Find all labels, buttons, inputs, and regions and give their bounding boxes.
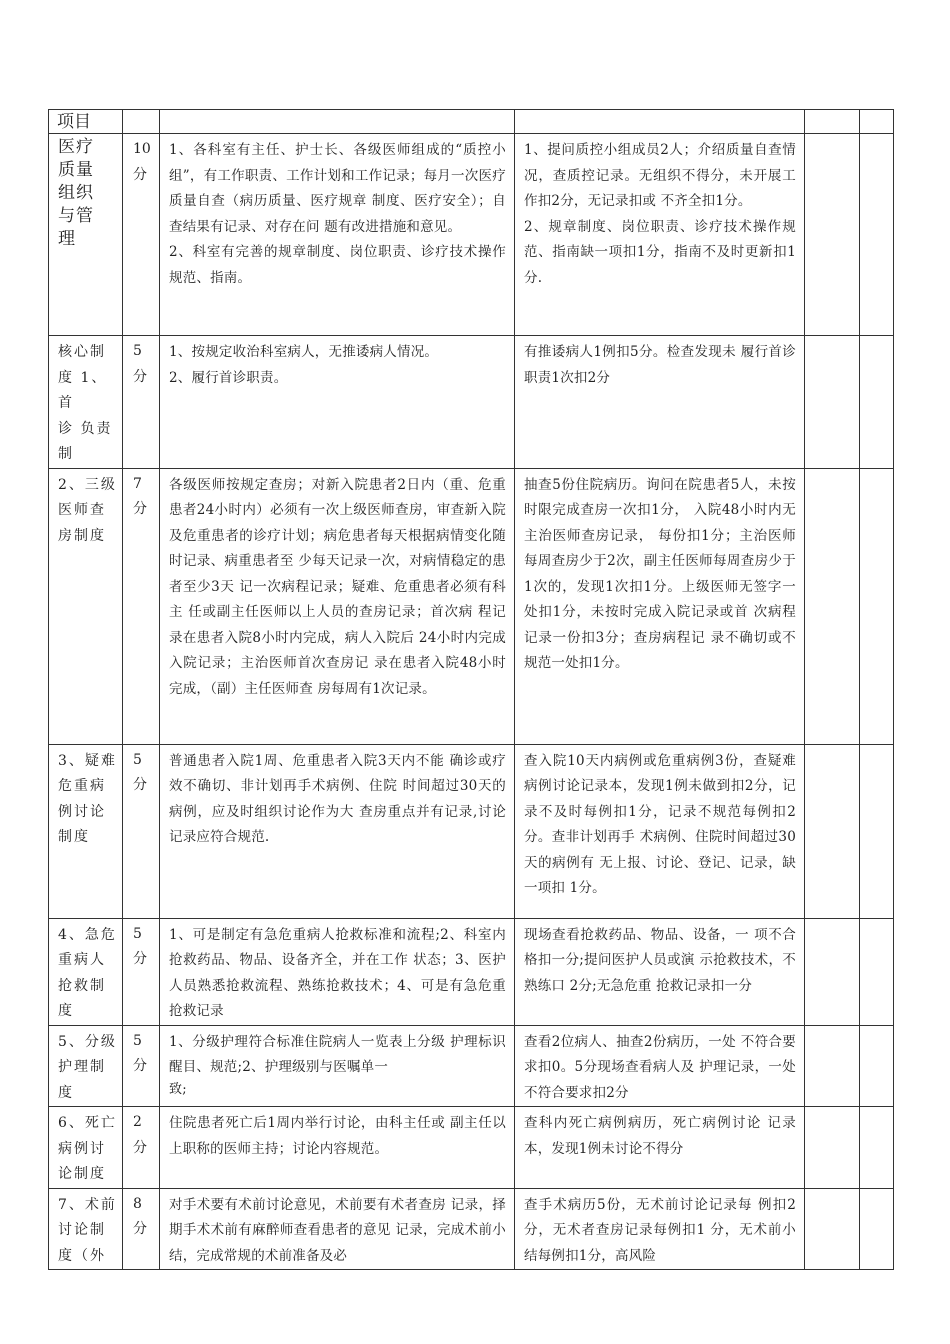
table-row [49, 1107, 894, 1189]
requirement-text: 1、分级护理符合标准住院病人一览表上分级 护理标识醒目、规范;2、护理级别与医嘱单一 [169, 1033, 506, 1075]
empty-cell [805, 468, 860, 744]
empty-cell [860, 336, 894, 469]
table-row [49, 336, 894, 469]
table-row [49, 134, 894, 336]
item-cell: 6、死亡 病例讨 论制度 [49, 1107, 123, 1189]
check-text: 1、提问质控小组成员2人；介绍质量自查情况，查质控记录。无组织不得分，未开展工作扣2分，无记录扣或 不齐全扣1分。 [524, 142, 796, 209]
empty-cell [805, 918, 860, 1025]
score-cell: 5 分 [123, 744, 160, 918]
requirement-cell [160, 336, 515, 469]
item-cell: 3、疑难 危重病 例讨论 制度 [49, 744, 123, 918]
score-cell: 10 分 [123, 134, 160, 336]
requirement-text: 1、按规定收治科室病人，无推诿病人情况。 [169, 344, 439, 360]
table-header-row [49, 110, 894, 134]
empty-cell [860, 744, 894, 918]
score-cell: 5 分 [123, 336, 160, 469]
table-row [49, 918, 894, 1025]
table-row [49, 1188, 894, 1270]
project-header: 项目 [49, 110, 123, 134]
score-cell: 5 分 [123, 918, 160, 1025]
empty-cell [805, 336, 860, 469]
quality-table [48, 109, 894, 1270]
score-cell: 2 分 [123, 1107, 160, 1189]
check-cell: 现场查看抢救药品、物品、设备，一 项不合格扣一分;提问医护人员或演 示抢救技术，不熟练口 2分;无急危重 抢救记录扣一分 [515, 918, 805, 1025]
empty-cell [860, 1025, 894, 1107]
requirement-text: 2、履行首诊职责。 [169, 369, 288, 386]
empty-cell [515, 110, 805, 134]
empty-cell [123, 110, 160, 134]
requirement-cell: 1、可是制定有急危重病人抢救标准和流程;2、科室内抢救药品、物品、设备齐全，并在工作 状态；3、医护人员熟悉抢救流程、熟练抢救技术；4、可是有急危重抢救记录 [160, 918, 515, 1025]
requirement-cell: 住院患者死亡后1周内举行讨论，由科主任或 副主任以上职称的医师主持；讨论内容规范。 [160, 1107, 515, 1189]
empty-cell [805, 1107, 860, 1189]
item-cell: 4、急危 重病人 抢救制 度 [49, 918, 123, 1025]
empty-cell [860, 918, 894, 1025]
table-row [49, 1025, 894, 1107]
check-cell: 抽查5份住院病历。询问在院患者5人，未按时限完成查房一次扣1分， 入院48小时内无主治医师查房记录， 每份扣1分；主治医师每周查房少于2次，副主任医师每周查房少于1次的，发现1次扣1分。上级医师无签字一 处扣1分，未按时完成入院记录或首 次病程记录一份扣3分；查房病程记 录不确切或不规范一处扣1分。 [515, 468, 805, 744]
score-cell: 7 分 [123, 468, 160, 744]
check-cell: 查科内死亡病例病历，死亡病例讨论 记录本，发现1例未讨论不得分 [515, 1107, 805, 1189]
score-cell: 8 分 [123, 1188, 160, 1270]
requirement-text: 致; [169, 1081, 187, 1097]
item-cell: 5、分级 护理制 度 [49, 1025, 123, 1107]
requirement-cell [160, 1025, 515, 1107]
empty-cell [805, 1188, 860, 1270]
requirement-cell [160, 134, 515, 336]
empty-cell [860, 110, 894, 134]
item-cell: 医疗 质量 组织 与管 理 [49, 134, 123, 336]
requirement-text: 1、各科室有主任、护士长、各级医师组成的“质控小组”，有工作职责、工作计划和工作记录；每月一次医疗质量自查（病历质量、医疗规章 制度、医疗安全）；自查结果有记录、对存在问 题有改进措施和意见。 [169, 142, 506, 235]
empty-cell [860, 134, 894, 336]
empty-cell [805, 744, 860, 918]
empty-cell [805, 110, 860, 134]
requirement-cell: 对手术要有术前讨论意见，术前要有术者查房 记录，择期手术术前有麻醉师查看患者的意见 记录，完成术前小结，完成常规的术前准备及必 [160, 1188, 515, 1270]
requirement-text: 2、科室有完善的规章制度、岗位职责、诊疗技术操作规范、指南。 [169, 244, 506, 286]
table-row [49, 744, 894, 918]
requirement-cell: 普通患者入院1周、危重患者入院3天内不能 确诊或疗效不确切、非计划再手术病例、住院 时间超过30天的病例，应及时组织讨论作为大 查房重点并有记录,讨论记录应符合规范. [160, 744, 515, 918]
table-row [49, 468, 894, 744]
empty-cell [860, 1188, 894, 1270]
check-cell: 查手术病历5份，无术前讨论记录每 例扣2分，无术者查房记录每例扣1 分，无术前小结每例扣1分，高风险 [515, 1188, 805, 1270]
item-cell: 2、三级 医师查 房制度 [49, 468, 123, 744]
empty-cell [860, 468, 894, 744]
empty-cell [160, 110, 515, 134]
check-cell: 查入院10天内病例或危重病例3份，查疑难病例讨论记录本，发现1例未做到扣2分，记录不及时每例扣1分，记录不规范每例扣2分。查非计划再手 术病例、住院时间超过30天的病例有 无上报、讨论、登记、记录，缺一项扣 1分。 [515, 744, 805, 918]
requirement-cell: 各级医师按规定查房；对新入院患者2日内（重、危重患者24小时内）必须有一次上级医师查房，审查新入院及危重患者的诊疗计划；病危患者每天根据病情变化随时记录、病重患者至 少每天记录一次，对病情稳定的患者至少3天 记一次病程记录；疑难、危重患者必须有科主 任或副主任医师以上人员的查房记录；首次病 程记录在患者入院8小时内完成，病人入院后 24小时内完成入院记录；主治医师首次查房记 录在患者入院48小时完成，（副）主任医师查 房每周有1次记录。 [160, 468, 515, 744]
empty-cell [860, 1107, 894, 1189]
score-cell: 5 分 [123, 1025, 160, 1107]
check-text: 2、规章制度、岗位职责、诊疗技术操作规范、指南缺一项扣1分，指南不及时更新扣1分. [524, 218, 796, 286]
item-cell: 核心制 度 1、首 诊 负责 制 [49, 336, 123, 469]
check-cell [515, 134, 805, 336]
empty-cell [805, 1025, 860, 1107]
empty-cell [805, 134, 860, 336]
check-cell: 查看2位病人、抽查2份病历，一处 不符合要求扣0。5分现场查看病人及 护理记录，一处不符合要求扣2分 [515, 1025, 805, 1107]
item-cell: 7、术前 讨论制 度（外 [49, 1188, 123, 1270]
check-cell: 有推诿病人1例扣5分。检查发现未 履行首诊职责1次扣2分 [515, 336, 805, 469]
